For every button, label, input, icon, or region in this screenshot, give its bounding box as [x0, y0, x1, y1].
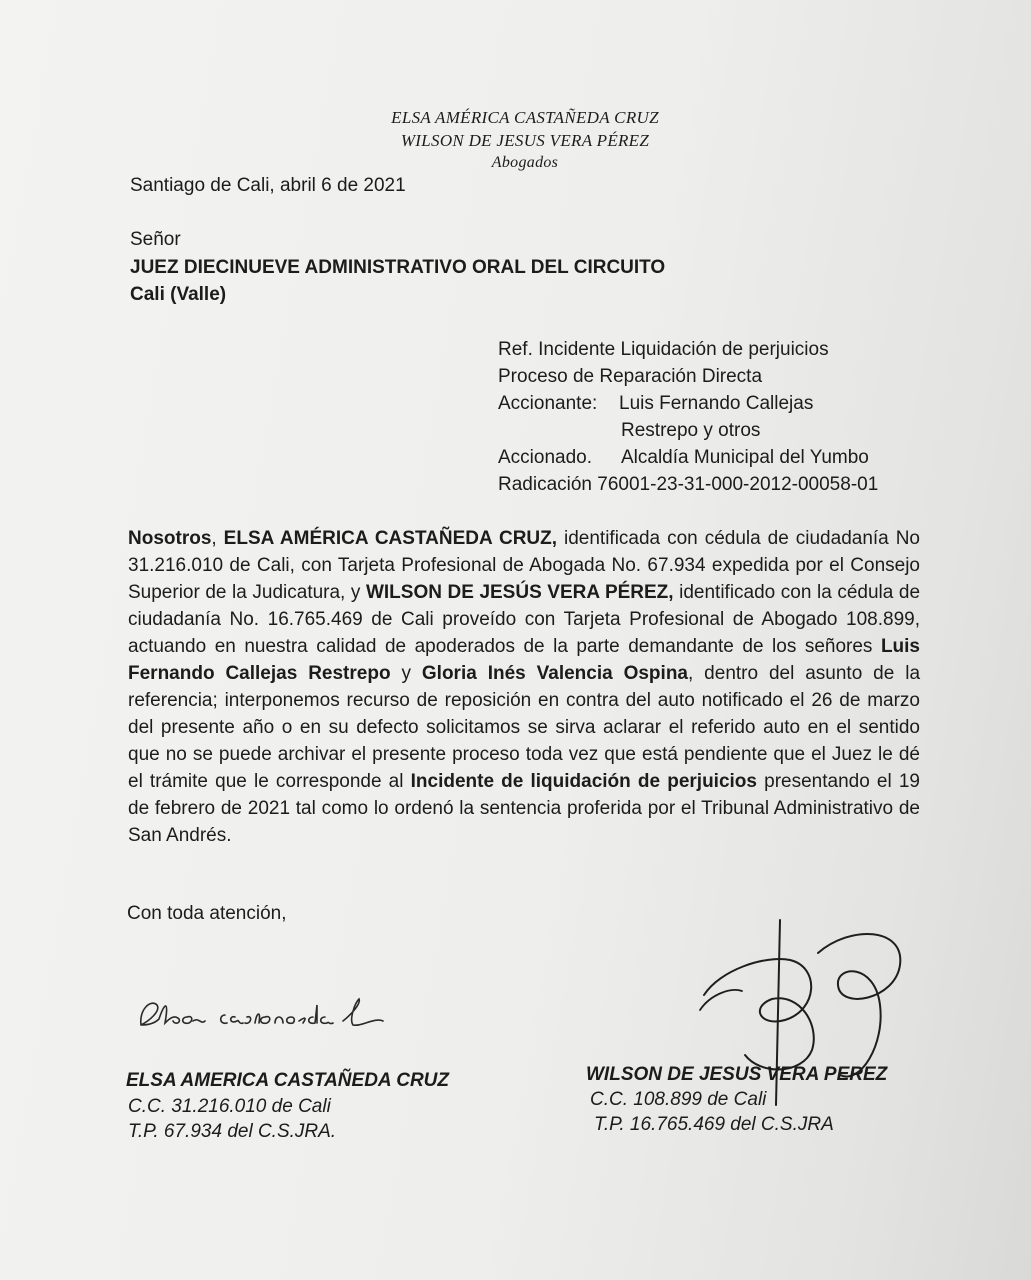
reference-proceso: Proceso de Reparación Directa: [498, 366, 763, 387]
signer-right-cc: C.C. 108.899 de Cali: [590, 1089, 767, 1110]
signer-left-cc: C.C. 31.216.010 de Cali: [128, 1096, 331, 1117]
body-nosotros: Nosotros: [128, 528, 212, 549]
date-line: Santiago de Cali, abril 6 de 2021: [130, 175, 406, 196]
letterhead-role: Abogados: [491, 154, 559, 171]
body-name-wilson: WILSON DE JESÚS VERA PÉREZ,: [365, 582, 674, 603]
body-incidente: Incidente de liquidación de perjuicios: [410, 771, 757, 792]
signer-left-tp: T.P. 67.934 del C.S.JRA.: [128, 1121, 337, 1142]
reference-accionado-label: Accionado.: [498, 447, 593, 468]
signer-right-name: WILSON DE JESUS VERA PEREZ: [586, 1064, 888, 1085]
letterhead-name-1: ELSA AMÉRICA CASTAÑEDA CRUZ: [391, 108, 659, 127]
signature-left: [135, 995, 395, 1035]
recipient-salutation: Señor: [130, 229, 181, 250]
body-text: , dentro del asunto de la referencia; interponemos recurso de reposición en contra del auto notificado el 26 de marzo del presente año o en su defecto solicitamos se sirva aclarar el referido auto en el sentido que no se puede archivar el presente proceso toda vez que está pendiente que el Juez le dé el trámite que le corresponde al: [128, 663, 921, 792]
body-paragraph: [128, 525, 920, 849]
body-name-elsa: ELSA AMÉRICA CASTAÑEDA CRUZ,: [223, 528, 558, 549]
reference-accionado: Alcaldía Municipal del Yumbo: [621, 447, 869, 468]
body-name-luis: Luis Fernando Callejas Restrepo: [128, 636, 920, 684]
body-name-gloria: Gloria Inés Valencia Ospina: [421, 663, 688, 684]
closing: Con toda atención,: [127, 903, 287, 924]
body-text: y: [390, 663, 422, 684]
reference-radicacion: Radicación 76001-23-31-000-2012-00058-01: [498, 474, 879, 495]
reference-accionante-label: Accionante:: [498, 393, 598, 414]
letterhead-name-2: WILSON DE JESUS VERA PÉREZ: [400, 131, 650, 150]
recipient-city: Cali (Valle): [130, 284, 227, 305]
body-text: ,: [211, 528, 224, 549]
reference-ref: Ref. Incidente Liquidación de perjuicios: [498, 339, 829, 360]
signer-right-tp: T.P. 16.765.469 del C.S.JRA: [594, 1114, 834, 1135]
recipient-title: JUEZ DIECINUEVE ADMINISTRATIVO ORAL DEL CIRCUITO: [130, 257, 666, 278]
reference-accionante-2: Restrepo y otros: [621, 420, 761, 441]
body-text: identificada con cédula de ciudadanía No 31.216.010 de Cali, con Tarjeta Profesional de Abogada No. 67.934 expedida por el Consejo Superior de la Judicatura, y: [128, 528, 921, 603]
body-text: presentando el 19 de febrero de 2021 tal como lo ordenó la sentencia proferida por el Tribunal Administrativo de San Andrés.: [128, 771, 920, 846]
body-text: identificado con la cédula de ciudadanía No. 16.765.469 de Cali proveído con Tarjeta Profesional de Abogado 108.899, actuando en nuestra calidad de apoderados de la parte demandante de los señores: [128, 582, 921, 657]
reference-accionante-1: Luis Fernando Callejas: [619, 393, 814, 414]
signer-left-name: ELSA AMERICA CASTAÑEDA CRUZ: [126, 1070, 449, 1091]
